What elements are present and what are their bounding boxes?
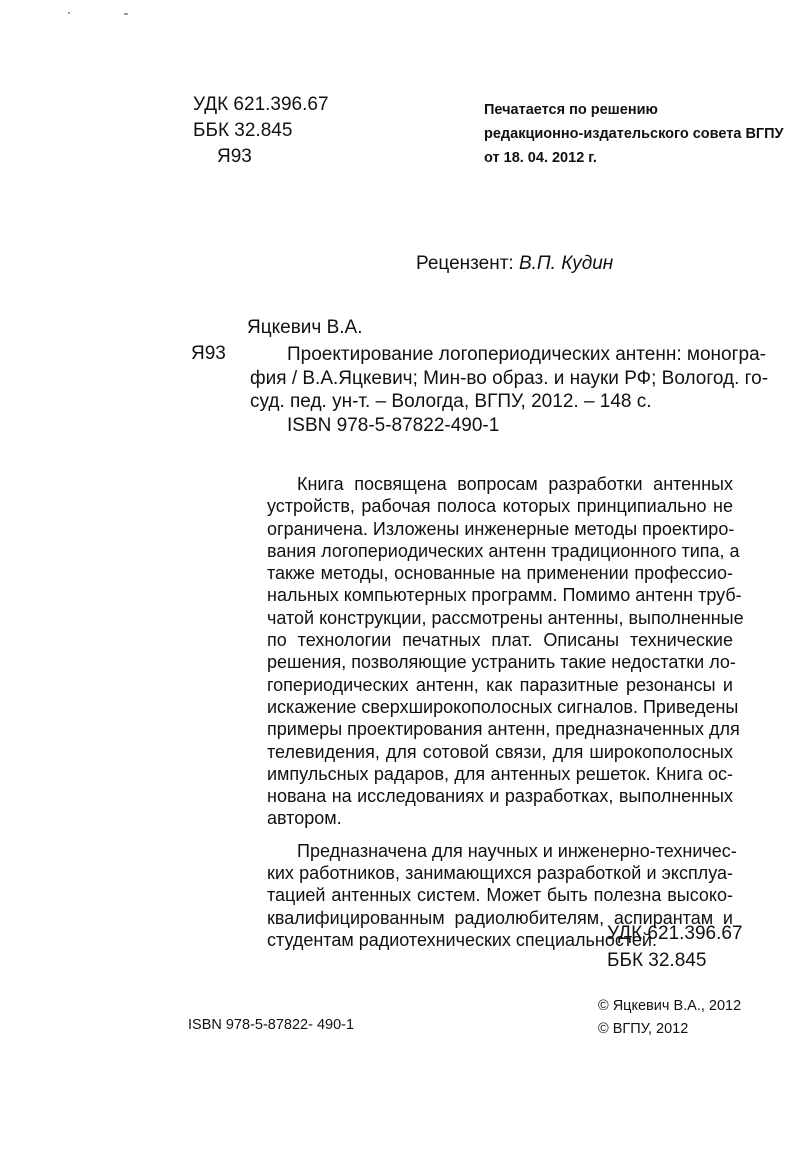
annotation-line: нальных компьютерных программ. Помимо антенн труб- <box>267 585 742 606</box>
annotation-line: решения, позволяющие устранить такие недостатки ло- <box>267 652 736 673</box>
decision-line-3: от 18. 04. 2012 г. <box>484 150 597 166</box>
annotation-line: искажение сверхширокополосных сигналов. Приведены <box>267 696 739 717</box>
annotation-line: нована на исследованиях и разработках, выполненных <box>267 786 733 807</box>
biblio-isbn: ISBN 978-5-87822-490-1 <box>287 414 500 436</box>
annotation-line: также методы, основанные на применении профессио- <box>267 563 733 584</box>
annotation-line: Предназначена для научных и инженерно-техничес- <box>297 840 737 861</box>
reviewer-label: Рецензент: <box>416 253 519 274</box>
annotation-line: ограничена. Изложены инженерные методы проектиро- <box>267 518 735 539</box>
annotation-line: телевидения, для сотовой связи, для широкополосных <box>267 741 733 762</box>
annotation-line: вания логопериодических антенн традиционного типа, а <box>267 540 740 561</box>
annotation <box>267 473 744 951</box>
annotation-line: квалифицированным радиолюбителям, аспирантам и <box>267 907 733 928</box>
annotation-line: автором. <box>267 808 342 829</box>
bbk-code: ББК 32.845 <box>193 120 293 141</box>
annotation-line: по технологии печатных плат. Описаны технические <box>267 630 733 651</box>
annotation-line: тацией антенных систем. Может быть полезна высоко- <box>267 885 733 906</box>
bibliographic-description <box>250 343 769 437</box>
annotation-line: гопериодических антенн, как паразитные резонансы и <box>267 674 733 695</box>
bibliographic-author: Яцкевич В.А. <box>247 317 363 338</box>
annotation-line: примеры проектирования антенн, предназначенных для <box>267 719 740 740</box>
bibliographic-code: Я93 <box>191 343 226 364</box>
biblio-line: Проектирование логопериодических антенн: моногра- <box>287 344 766 365</box>
footer-isbn: ISBN 978-5-87822- 490-1 <box>188 1017 355 1033</box>
copyright-publisher: © ВГПУ, 2012 <box>598 1021 689 1037</box>
reviewer-name: В.П. Кудин <box>518 253 614 274</box>
scan-mark <box>68 12 70 14</box>
classification-block <box>193 92 329 170</box>
biblio-line: суд. пед. ун-т. – Вологда, ВГПУ, 2012. – 148 с. <box>250 391 652 412</box>
annotation-line: чатой конструкции, рассмотрены антенны, выполненные <box>267 607 744 628</box>
biblio-line: фия / В.А.Яцкевич; Мин-во образ. и науки РФ; Вологод. го- <box>250 367 769 389</box>
udk-code: УДК 621.396.67 <box>193 94 329 115</box>
copyright-author: © Яцкевич В.А., 2012 <box>598 998 742 1014</box>
reviewer <box>416 253 613 275</box>
copyright-block <box>598 995 741 1041</box>
footer-udk: УДК 621.396.67 <box>607 923 743 944</box>
annotation-line: студентам радиотехнических специальностей. <box>267 929 657 950</box>
footer-classification <box>607 920 743 974</box>
annotation-line: импульсных радаров, для антенных решеток. Книга ос- <box>267 763 733 784</box>
author-mark: Я93 <box>217 146 252 167</box>
scan-mark <box>124 13 128 15</box>
decision-line-2: редакционно-издательского совета ВГПУ <box>484 126 784 142</box>
decision-line-1: Печатается по решению <box>484 102 658 118</box>
annotation-line: Книга посвящена вопросам разработки антенных <box>297 474 733 494</box>
publication-decision <box>484 98 784 170</box>
annotation-line: устройств, рабочая полоса которых принципиально не <box>267 496 733 517</box>
footer-bbk: ББК 32.845 <box>607 950 707 971</box>
annotation-line: ких работников, занимающихся разработкой и эксплуа- <box>267 863 733 884</box>
